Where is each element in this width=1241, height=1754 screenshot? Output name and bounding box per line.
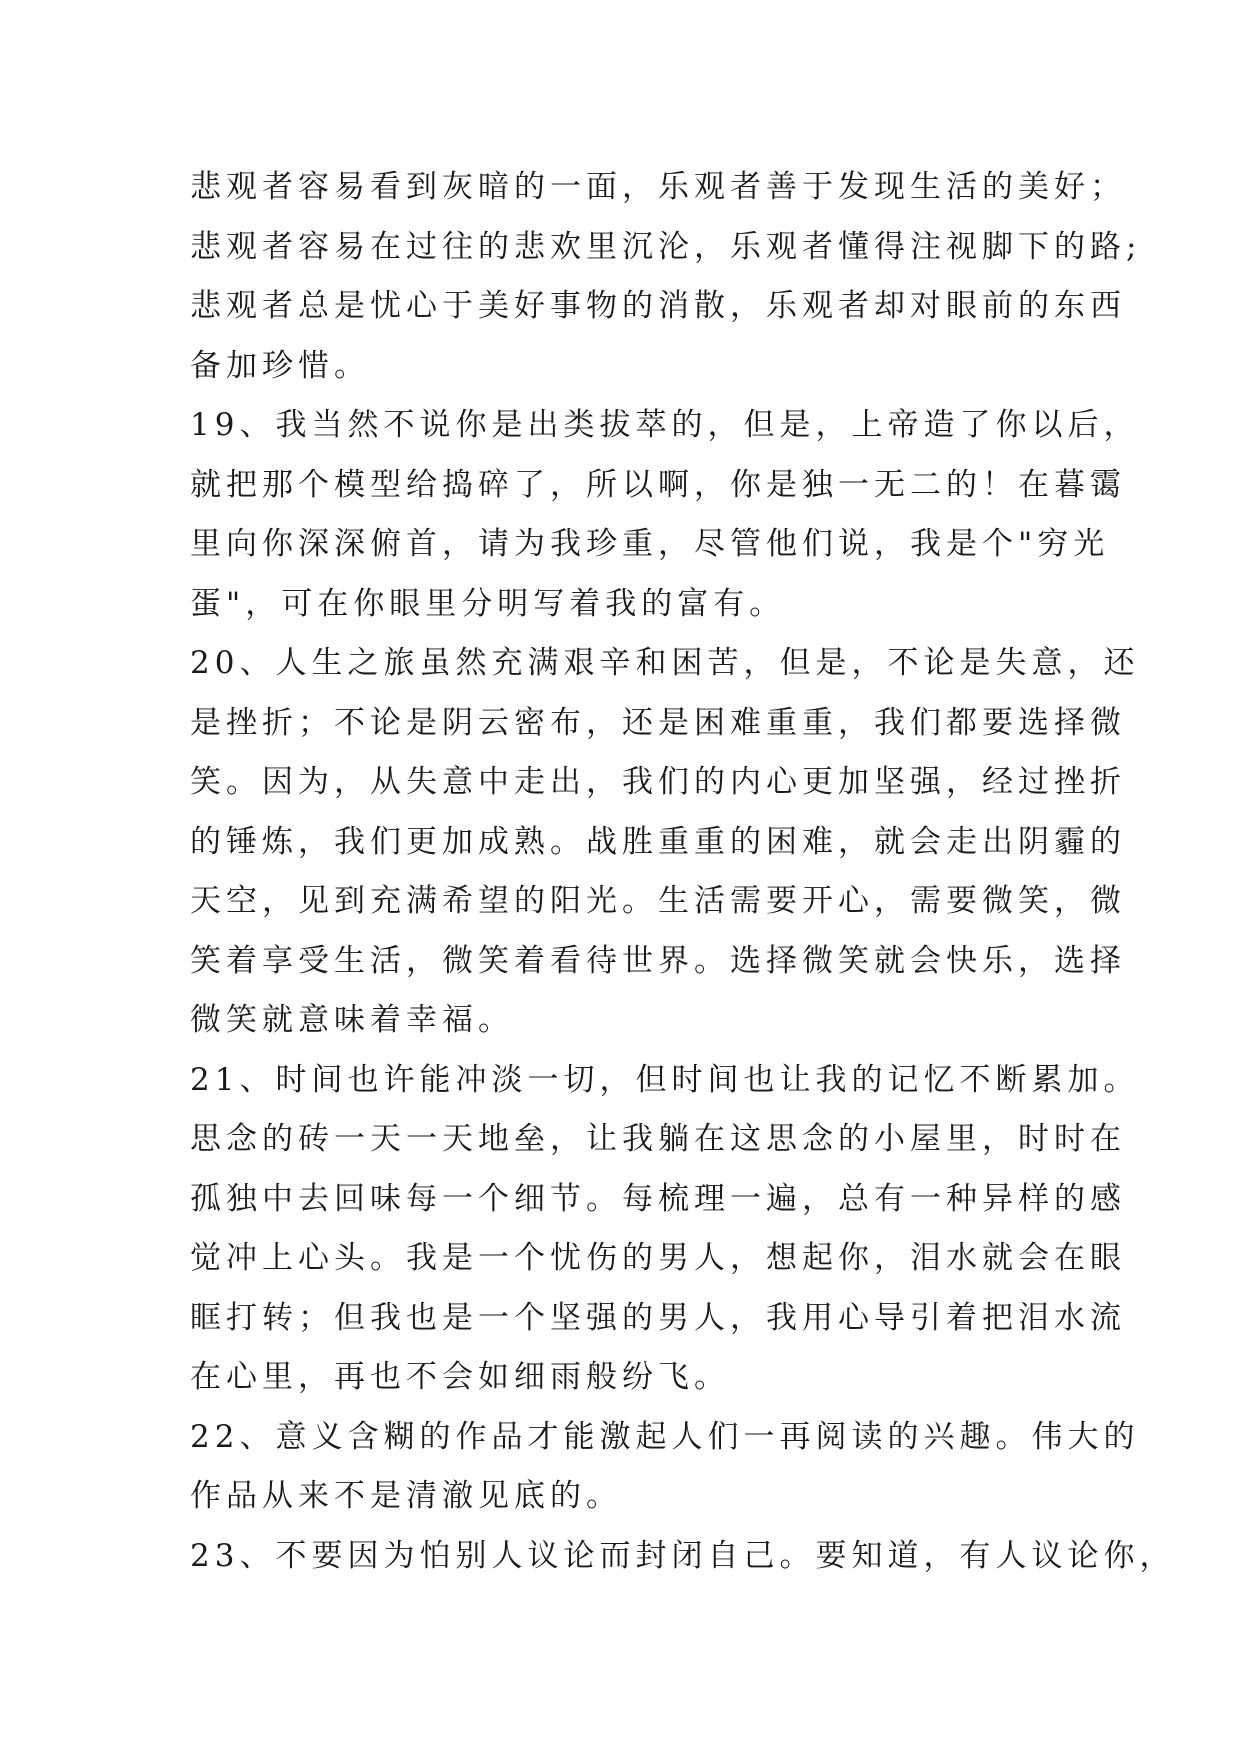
text-line: 的锤炼，我们更加成熟。战胜重重的困难，就会走出阴霾的 xyxy=(190,823,1126,860)
text-line: 笑。因为，从失意中走出，我们的内心更加坚强，经过挫折 xyxy=(190,764,1126,800)
text-line: 觉冲上心头。我是一个忧伤的男人，想起你，泪水就会在眼 xyxy=(190,1240,1126,1276)
text-line: 眶打转；但我也是一个坚强的男人，我用心导引着把泪水流 xyxy=(190,1299,1126,1336)
text-line: 里向你深深俯首，请为我珍重，尽管他们说，我是个"穷光 xyxy=(190,526,1110,562)
text-line: 笑着享受生活，微笑着看待世界。选择微笑就会快乐，选择 xyxy=(190,942,1126,979)
text-line: 23、不要因为怕别人议论而封闭自己。要知道，有人议论你， xyxy=(190,1537,1176,1574)
text-line: 作品从来不是清澈见底的。 xyxy=(190,1478,622,1514)
text-line: 悲观者容易看到灰暗的一面，乐观者善于发现生活的美好； xyxy=(190,169,1126,205)
text-line: 在心里，再也不会如细雨般纷飞。 xyxy=(190,1359,730,1395)
text-line: 悲观者总是忧心于美好事物的消散，乐观者却对眼前的东西 xyxy=(190,288,1126,324)
body-text xyxy=(190,158,1176,1586)
text-line: 孤独中去回味每一个细节。每梳理一遍，总有一种异样的感 xyxy=(190,1180,1126,1217)
text-line: 就把那个模型给捣碎了，所以啊，你是独一无二的！在暮霭 xyxy=(190,466,1126,503)
text-line: 22、意义含糊的作品才能激起人们一再阅读的兴趣。伟大的 xyxy=(190,1418,1140,1455)
text-line: 悲观者容易在过往的悲欢里沉沦，乐观者懂得注视脚下的路; xyxy=(190,228,1142,265)
text-line: 20、人生之旅虽然充满艰辛和困苦，但是，不论是失意，还 xyxy=(190,645,1140,681)
text-line: 微笑就意味着幸福。 xyxy=(190,1002,514,1038)
text-line: 备加珍惜。 xyxy=(190,347,370,384)
text-line: 思念的砖一天一天地垒，让我躺在这思念的小屋里，时时在 xyxy=(190,1121,1126,1157)
text-line: 21、时间也许能冲淡一切，但时间也让我的记忆不断累加。 xyxy=(190,1061,1140,1098)
text-line: 天空，见到充满希望的阳光。生活需要开心，需要微笑，微 xyxy=(190,883,1126,919)
text-line: 19、我当然不说你是出类拔萃的，但是，上帝造了你以后， xyxy=(190,407,1140,443)
text-line: 蛋"，可在你眼里分明写着我的富有。 xyxy=(190,585,786,622)
text-line: 是挫折；不论是阴云密布，还是困难重重，我们都要选择微 xyxy=(190,704,1126,741)
